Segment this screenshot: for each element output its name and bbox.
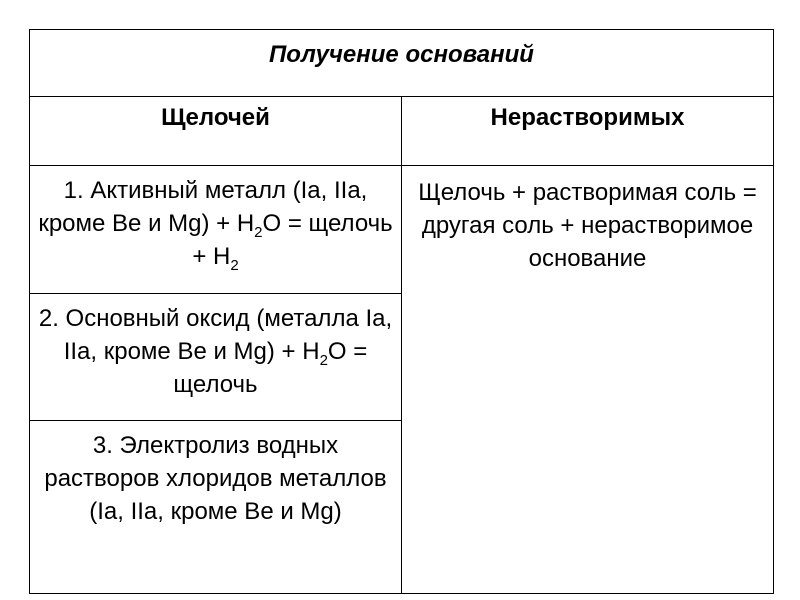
table bbox=[29, 29, 774, 594]
method-1-sub-b: 2 bbox=[230, 256, 239, 274]
method-1-sub-a: 2 bbox=[254, 223, 263, 241]
title-row bbox=[30, 30, 774, 97]
alkali-method-1 bbox=[30, 166, 402, 294]
header-row bbox=[30, 97, 774, 166]
bases-preparation-table bbox=[29, 29, 774, 557]
header-insoluble: Нерастворимых bbox=[402, 97, 774, 166]
method-2-text-b: O = щелочь bbox=[173, 338, 368, 398]
alkali-method-2 bbox=[30, 294, 402, 421]
table-row bbox=[30, 166, 774, 294]
method-2-text-a: 2. Основный оксид (металла Ia, IIa, кроме Be и Mg) + H bbox=[38, 305, 393, 365]
method-1-text-b: O = щелочь + H bbox=[192, 210, 393, 270]
method-1-text-a: 1. Активный металл (Ia, IIa, кроме Be и Mg) + H bbox=[38, 177, 368, 237]
insoluble-method: Щелочь + растворимая соль = другая соль + нерастворимое основание bbox=[402, 166, 774, 594]
header-alkali: Щелочей bbox=[30, 97, 402, 166]
method-2-sub-a: 2 bbox=[319, 351, 328, 369]
alkali-method-3: 3. Электролиз водных растворов хлоридов металлов (Ia, IIa, кроме Be и Mg) bbox=[30, 421, 402, 594]
table-title: Получение оснований bbox=[30, 30, 774, 97]
